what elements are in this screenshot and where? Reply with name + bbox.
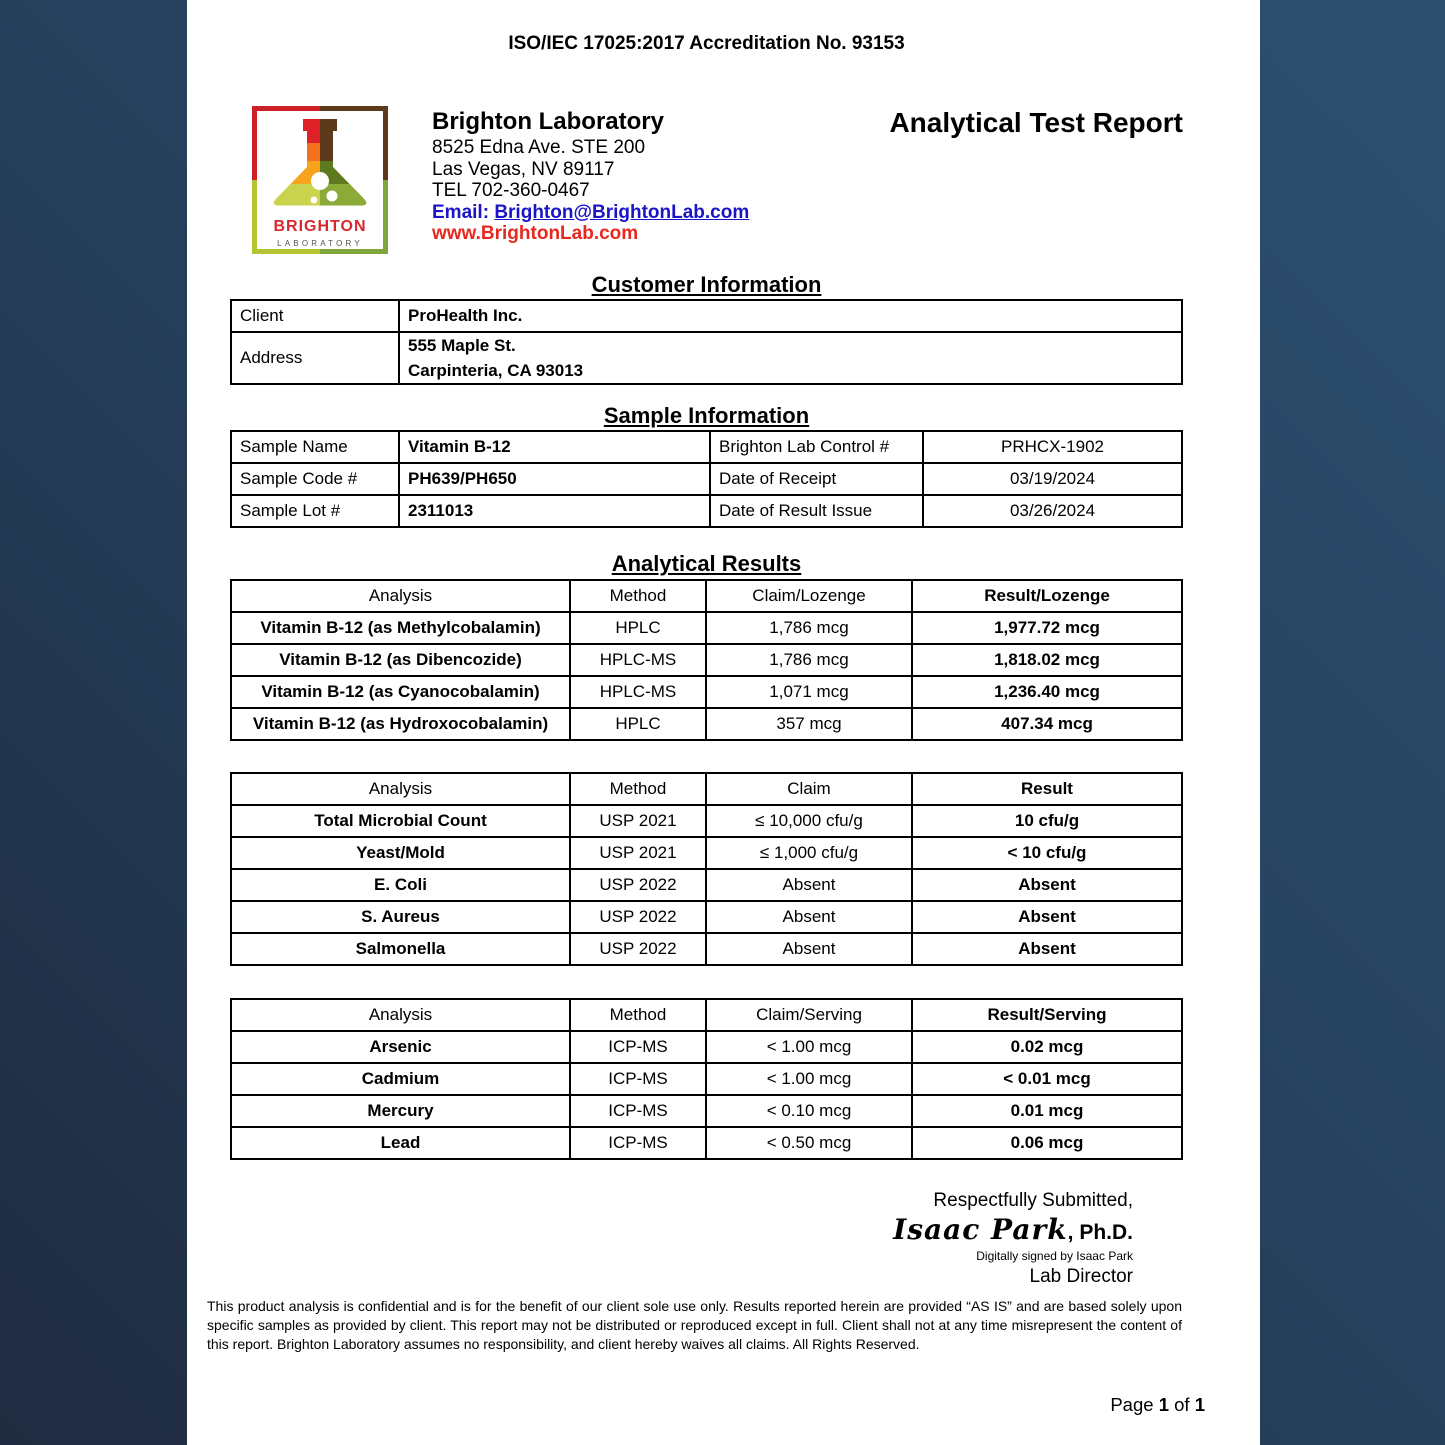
report-page	[187, 0, 1260, 1445]
result-cell: 0.01 mcg	[912, 1095, 1182, 1127]
table-row	[231, 644, 1182, 676]
table-row	[231, 463, 1182, 495]
page-current: 1	[1158, 1394, 1169, 1415]
col-method: Method	[570, 580, 706, 612]
result-cell: < 10 cfu/g	[912, 837, 1182, 869]
table-row	[231, 1031, 1182, 1063]
method-cell: HPLC-MS	[570, 644, 706, 676]
result-cell: Absent	[912, 901, 1182, 933]
control-number-label: Brighton Lab Control #	[710, 431, 923, 463]
analysis-cell: Salmonella	[231, 933, 570, 965]
col-analysis: Analysis	[231, 580, 570, 612]
claim-cell: ≤ 1,000 cfu/g	[706, 837, 912, 869]
analysis-cell: Vitamin B-12 (as Methylcobalamin)	[231, 612, 570, 644]
claim-cell: Absent	[706, 901, 912, 933]
signature-block	[893, 1190, 1133, 1288]
method-cell: HPLC	[570, 708, 706, 740]
email-link[interactable]: Brighton@BrightonLab.com	[494, 201, 750, 223]
table-header-row	[231, 999, 1182, 1031]
report-title: Analytical Test Report	[889, 107, 1183, 138]
table-row	[231, 495, 1182, 527]
method-cell: ICP-MS	[570, 1063, 706, 1095]
lab-website: www.BrightonLab.com	[432, 223, 639, 244]
control-number-value: PRHCX-1902	[923, 431, 1182, 463]
analysis-cell: Arsenic	[231, 1031, 570, 1063]
table-row	[231, 901, 1182, 933]
address-value	[399, 332, 1182, 384]
table-row	[231, 933, 1182, 965]
results-section-title: Analytical Results	[611, 551, 802, 576]
flask-logo-icon	[250, 104, 390, 256]
analysis-cell: Total Microbial Count	[231, 805, 570, 837]
claim-cell: < 0.10 mcg	[706, 1095, 912, 1127]
result-cell: 0.02 mcg	[912, 1031, 1182, 1063]
table-row	[231, 612, 1182, 644]
microbial-results-table	[230, 772, 1183, 966]
method-cell: USP 2022	[570, 901, 706, 933]
sample-lot-value: 2311013	[399, 495, 710, 527]
result-cell: 407.34 mcg	[912, 708, 1182, 740]
table-header-row	[231, 773, 1182, 805]
claim-cell: 1,786 mcg	[706, 644, 912, 676]
issue-date-value: 03/26/2024	[923, 495, 1182, 527]
col-result: Result/Serving	[912, 999, 1182, 1031]
col-claim: Claim/Serving	[706, 999, 912, 1031]
claim-cell: 1,071 mcg	[706, 676, 912, 708]
claim-cell: < 0.50 mcg	[706, 1127, 912, 1159]
method-cell: USP 2022	[570, 869, 706, 901]
table-row	[231, 332, 1182, 384]
signature-name-row	[893, 1213, 1133, 1246]
lab-address-line2: Las Vegas, NV 89117	[432, 158, 615, 180]
table-row	[231, 1127, 1182, 1159]
col-claim: Claim	[706, 773, 912, 805]
logo-word-brighton: BRIGHTON	[273, 218, 367, 235]
accreditation-header: ISO/IEC 17025:2017 Accreditation No. 93153	[508, 33, 905, 54]
address-label: Address	[231, 332, 399, 384]
analysis-cell: Cadmium	[231, 1063, 570, 1095]
claim-cell: < 1.00 mcg	[706, 1063, 912, 1095]
heavy-metals-table	[230, 998, 1183, 1160]
sample-section-title: Sample Information	[603, 403, 810, 428]
lab-address-line1: 8525 Edna Ave. STE 200	[432, 137, 646, 158]
result-cell: 0.06 mcg	[912, 1127, 1182, 1159]
email-label: Email:	[432, 201, 495, 223]
method-cell: ICP-MS	[570, 1095, 706, 1127]
digital-signature-note: Digitally signed by Isaac Park	[976, 1249, 1133, 1263]
customer-table	[230, 299, 1183, 385]
table-row	[231, 676, 1182, 708]
table-row	[231, 431, 1182, 463]
logo-word-laboratory: LABORATORY	[277, 239, 363, 248]
claim-cell: 357 mcg	[706, 708, 912, 740]
brighton-lab-logo	[250, 104, 390, 261]
method-cell: USP 2022	[570, 933, 706, 965]
col-result: Result/Lozenge	[912, 580, 1182, 612]
method-cell: HPLC	[570, 612, 706, 644]
method-cell: HPLC-MS	[570, 676, 706, 708]
col-analysis: Analysis	[231, 773, 570, 805]
result-cell: 10 cfu/g	[912, 805, 1182, 837]
claim-cell: 1,786 mcg	[706, 612, 912, 644]
method-cell: ICP-MS	[570, 1127, 706, 1159]
receipt-date-label: Date of Receipt	[710, 463, 923, 495]
claim-cell: Absent	[706, 869, 912, 901]
address-line1: 555 Maple St.	[408, 336, 516, 355]
method-cell: USP 2021	[570, 805, 706, 837]
col-analysis: Analysis	[231, 999, 570, 1031]
sample-code-value: PH639/PH650	[399, 463, 710, 495]
assay-results-table	[230, 579, 1183, 741]
result-cell: 1,818.02 mcg	[912, 644, 1182, 676]
result-cell: 1,977.72 mcg	[912, 612, 1182, 644]
analysis-cell: Mercury	[231, 1095, 570, 1127]
col-claim: Claim/Lozenge	[706, 580, 912, 612]
sample-code-label: Sample Code #	[231, 463, 399, 495]
claim-cell: < 1.00 mcg	[706, 1031, 912, 1063]
table-header-row	[231, 580, 1182, 612]
signature-handwriting: Isaac Park	[893, 1213, 1068, 1246]
result-cell: Absent	[912, 869, 1182, 901]
sample-name-label: Sample Name	[231, 431, 399, 463]
signature-salutation: Respectfully Submitted,	[933, 1190, 1133, 1211]
col-method: Method	[570, 773, 706, 805]
claim-cell: ≤ 10,000 cfu/g	[706, 805, 912, 837]
signature-credential: , Ph.D.	[1067, 1221, 1133, 1244]
address-line2: Carpinteria, CA 93013	[408, 361, 584, 380]
signer-role: Lab Director	[1029, 1266, 1133, 1287]
table-row	[231, 1063, 1182, 1095]
claim-cell: Absent	[706, 933, 912, 965]
lab-phone: TEL 702-360-0467	[432, 180, 590, 201]
page-of-word: of	[1174, 1394, 1190, 1415]
analysis-cell: Yeast/Mold	[231, 837, 570, 869]
page-number	[1110, 1394, 1205, 1416]
lab-contact-block	[432, 108, 749, 245]
page-word: Page	[1110, 1394, 1154, 1415]
result-cell: 1,236.40 mcg	[912, 676, 1182, 708]
issue-date-label: Date of Result Issue	[710, 495, 923, 527]
sample-lot-label: Sample Lot #	[231, 495, 399, 527]
analysis-cell: Lead	[231, 1127, 570, 1159]
receipt-date-value: 03/19/2024	[923, 463, 1182, 495]
table-row	[231, 869, 1182, 901]
col-method: Method	[570, 999, 706, 1031]
table-row	[231, 1095, 1182, 1127]
sample-name-value: Vitamin B-12	[399, 431, 710, 463]
method-cell: USP 2021	[570, 837, 706, 869]
analysis-cell: Vitamin B-12 (as Dibencozide)	[231, 644, 570, 676]
disclaimer-text: This product analysis is confidential and is for the benefit of our client sole use only. Results reported herein are provided “AS IS” and are based solely upon specific samples as provided by client. This report may not be distributed or reproduced except in full. Client shall not at any time misrepresent the content of this report. Brighton Laboratory assumes no responsibility, and client hereby waives all claims. All Rights Reserved.	[207, 1298, 1182, 1352]
result-cell: < 0.01 mcg	[912, 1063, 1182, 1095]
analysis-cell: E. Coli	[231, 869, 570, 901]
analysis-cell: Vitamin B-12 (as Cyanocobalamin)	[231, 676, 570, 708]
analysis-cell: Vitamin B-12 (as Hydroxocobalamin)	[231, 708, 570, 740]
customer-section-title: Customer Information	[591, 272, 822, 297]
method-cell: ICP-MS	[570, 1031, 706, 1063]
result-cell: Absent	[912, 933, 1182, 965]
lab-email-line	[432, 202, 749, 224]
client-value: ProHealth Inc.	[399, 300, 1182, 332]
client-label: Client	[231, 300, 399, 332]
table-row	[231, 708, 1182, 740]
analysis-cell: S. Aureus	[231, 901, 570, 933]
lab-name: Brighton Laboratory	[432, 108, 664, 135]
table-row	[231, 805, 1182, 837]
table-row	[231, 300, 1182, 332]
table-row	[231, 837, 1182, 869]
sample-table	[230, 430, 1183, 528]
col-result: Result	[912, 773, 1182, 805]
page-total: 1	[1194, 1394, 1205, 1415]
